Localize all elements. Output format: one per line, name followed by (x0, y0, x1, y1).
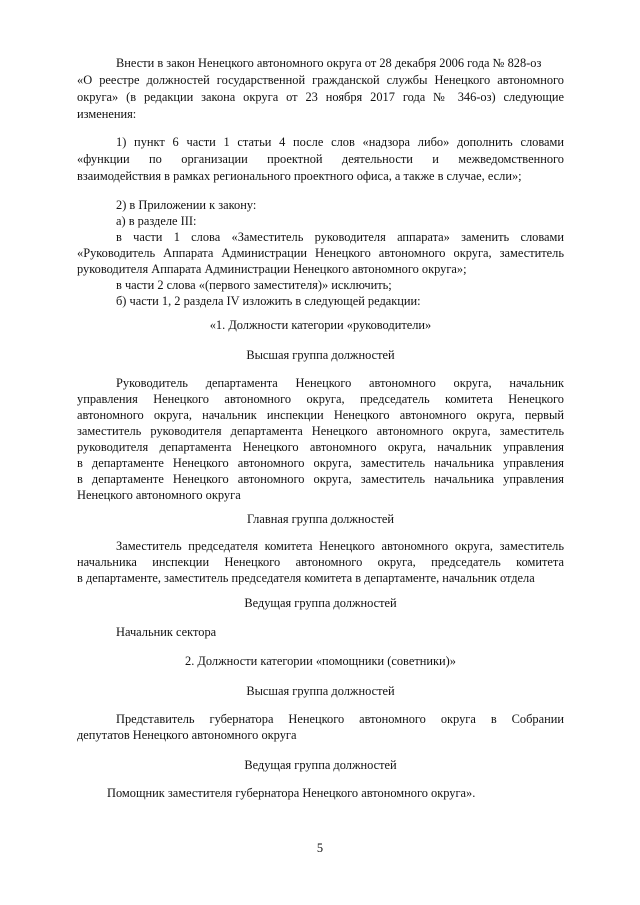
item2-line: руководителя Аппарата Администрации Ненецкого автономного округа»; (77, 262, 467, 276)
item1-line: 1) пункт 6 части 1 статьи 4 после слов «надзора либо» дополнить словами (116, 135, 564, 149)
intro-line: Внести в закон Ненецкого автономного округа от 28 декабря 2006 года № 828-оз (116, 56, 542, 70)
group-heading-leading2: Ведущая группа должностей (244, 758, 397, 772)
highest2-line: депутатов Ненецкого автономного округа (77, 728, 297, 742)
item2-line: 2) в Приложении к закону: (116, 198, 257, 212)
highest-line: Ненецкого автономного округа (77, 488, 241, 502)
item2-line: в части 2 слова «(первого заместителя)» исключить; (116, 278, 392, 292)
highest-line: руководителя департамента Ненецкого автономного округа, начальник управления (77, 440, 564, 454)
item2-line: б) части 1, 2 раздела IV изложить в следующей редакции: (116, 294, 421, 308)
section2-title: 2. Должности категории «помощники (советники)» (185, 654, 456, 668)
highest-line: в департаменте Ненецкого автономного округа, заместитель начальника управления (77, 456, 564, 470)
highest-line: автономного округа, начальник инспекции Ненецкого автономного округа, первый (77, 408, 564, 422)
group-heading-main: Главная группа должностей (246, 512, 395, 526)
main-line: в департаменте, заместитель председателя комитета в департаменте, начальник отдела (77, 571, 535, 585)
item2-line: в части 1 слова «Заместитель руководителя аппарата» заменить словами (116, 230, 564, 244)
main-line: Заместитель председателя комитета Ненецкого автономного округа, заместитель (116, 539, 564, 553)
highest-line: Руководитель департамента Ненецкого автономного округа, начальник (116, 376, 564, 390)
intro-line: изменения: (77, 107, 137, 121)
item1-line: взаимодействия в рамках регионального проектного офиса, а также в случае, если»; (77, 169, 522, 183)
intro-line: «О реестре должностей государственной гражданской службы Ненецкого автономного (77, 73, 564, 87)
section1-title: «1. Должности категории «руководители» (209, 318, 432, 332)
highest-line: заместитель руководителя департамента Ненецкого автономного округа, заместитель (77, 424, 564, 438)
item2-line: «Руководитель Аппарата Администрации Ненецкого автономного округа, заместитель (77, 246, 564, 260)
page-number: 5 (316, 841, 324, 855)
intro-line: округа» (в редакции закона округа от 23 ноября 2017 года № 346-оз) следующие (77, 90, 564, 104)
highest-line: в департаменте Ненецкого автономного округа, заместитель начальника управления (77, 472, 564, 486)
leading-line: Начальник сектора (116, 625, 217, 639)
leading2-line: Помощник заместителя губернатора Ненецкого автономного округа». (107, 786, 476, 800)
group-heading-highest2: Высшая группа должностей (246, 684, 395, 698)
item2-line: а) в разделе III: (116, 214, 197, 228)
highest2-line: Представитель губернатора Ненецкого автономного округа в Собрании (116, 712, 564, 726)
main-line: начальника инспекции Ненецкого автономного округа, председатель комитета (77, 555, 564, 569)
group-heading-leading: Ведущая группа должностей (244, 596, 397, 610)
highest-line: управления Ненецкого автономного округа, председатель комитета Ненецкого (77, 392, 564, 406)
item1-line: «функции по организации проектной деятельности и межведомственного (77, 152, 564, 166)
group-heading-highest: Высшая группа должностей (246, 348, 395, 362)
